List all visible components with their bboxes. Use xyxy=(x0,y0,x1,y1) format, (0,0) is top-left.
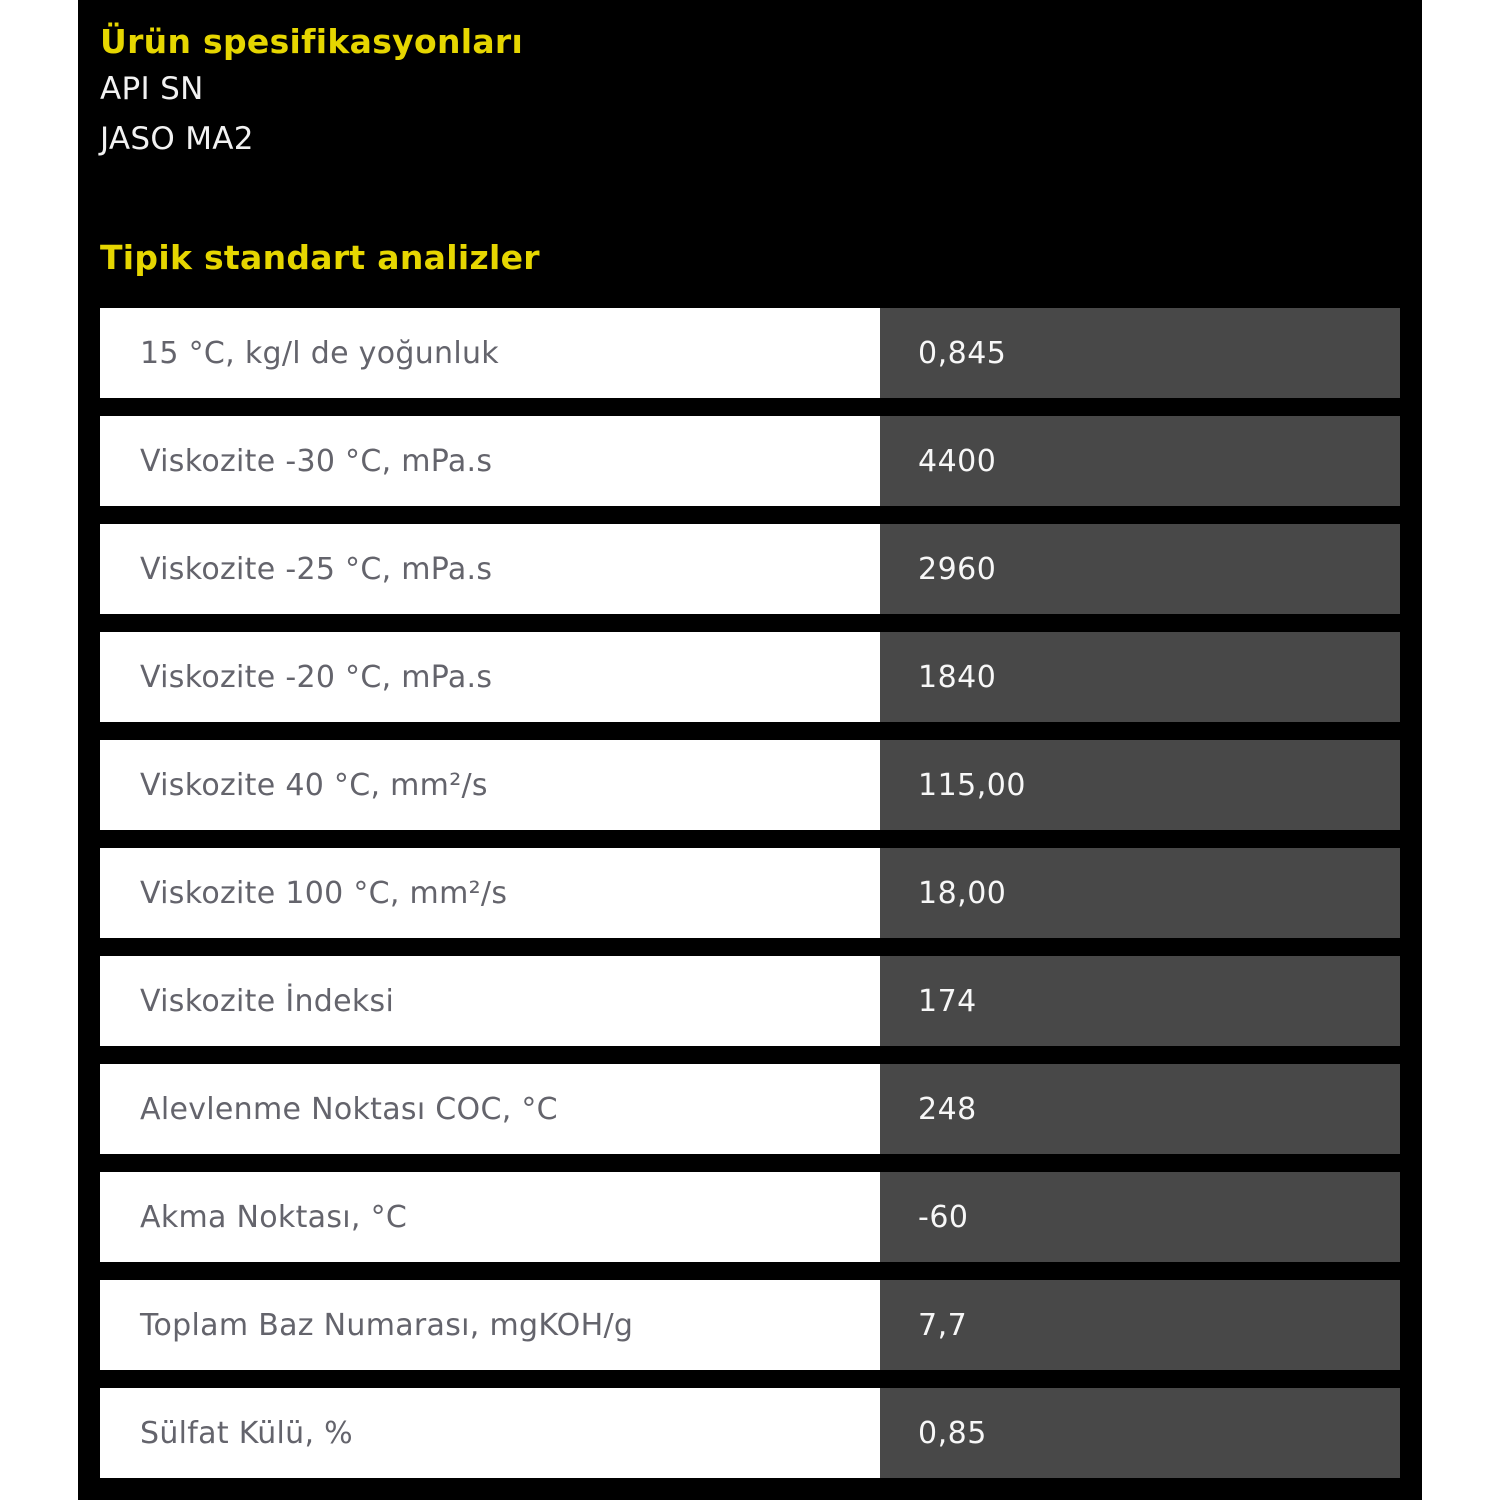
property-label: Viskozite İndeksi xyxy=(100,956,880,1046)
spec-item-jaso: JASO MA2 xyxy=(100,121,254,157)
analysis-table xyxy=(100,308,1400,1478)
property-value: 1840 xyxy=(880,632,1400,722)
table-row xyxy=(100,956,1400,1046)
property-label: Viskozite 100 °C, mm²/s xyxy=(100,848,880,938)
property-value: 115,00 xyxy=(880,740,1400,830)
product-specs-heading: Ürün spesifikasyonları xyxy=(100,22,524,61)
property-label: Viskozite -30 °C, mPa.s xyxy=(100,416,880,506)
property-value: 248 xyxy=(880,1064,1400,1154)
property-value: 174 xyxy=(880,956,1400,1046)
property-label: Viskozite -20 °C, mPa.s xyxy=(100,632,880,722)
property-label: Sülfat Külü, % xyxy=(100,1388,880,1478)
table-row xyxy=(100,1064,1400,1154)
property-value: 0,845 xyxy=(880,308,1400,398)
property-label: Viskozite 40 °C, mm²/s xyxy=(100,740,880,830)
property-label: Toplam Baz Numarası, mgKOH/g xyxy=(100,1280,880,1370)
typical-analysis-heading: Tipik standart analizler xyxy=(100,238,540,277)
property-value: 4400 xyxy=(880,416,1400,506)
table-row xyxy=(100,1280,1400,1370)
product-specs-list xyxy=(100,64,1400,164)
table-row xyxy=(100,848,1400,938)
table-row xyxy=(100,1388,1400,1478)
table-row xyxy=(100,308,1400,398)
property-value: -60 xyxy=(880,1172,1400,1262)
property-label: Alevlenme Noktası COC, °C xyxy=(100,1064,880,1154)
table-row xyxy=(100,416,1400,506)
table-row xyxy=(100,524,1400,614)
property-value: 18,00 xyxy=(880,848,1400,938)
table-row xyxy=(100,632,1400,722)
table-row xyxy=(100,1172,1400,1262)
spec-item-api: API SN xyxy=(100,71,204,107)
property-value: 2960 xyxy=(880,524,1400,614)
property-label: Akma Noktası, °C xyxy=(100,1172,880,1262)
property-value: 7,7 xyxy=(880,1280,1400,1370)
spec-panel xyxy=(78,0,1422,1500)
property-label: 15 °C, kg/l de yoğunluk xyxy=(100,308,880,398)
table-row xyxy=(100,740,1400,830)
property-value: 0,85 xyxy=(880,1388,1400,1478)
property-label: Viskozite -25 °C, mPa.s xyxy=(100,524,880,614)
